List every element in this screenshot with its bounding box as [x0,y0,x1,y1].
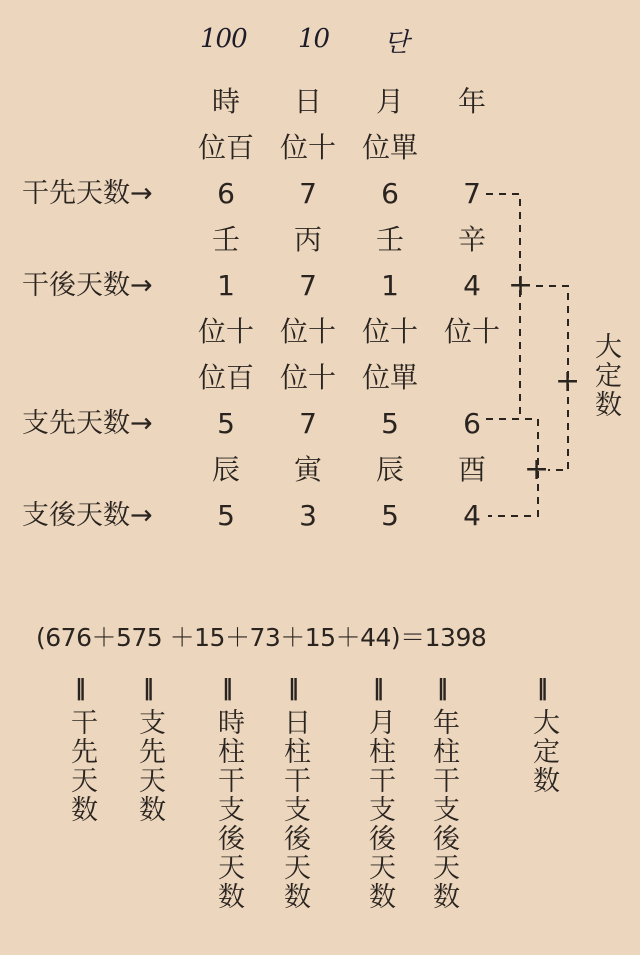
row-label-zhi-xian: 支先天数→ [22,408,153,439]
place-label: 位十 [197,315,254,348]
column-label-text: 時柱干支後天数 [213,708,244,911]
gan-xian-value: 6 [381,177,399,210]
plus-sign: + [555,364,581,399]
pillar-month: 月 [375,85,404,118]
row-label-gan-hou: 干後天数→ [22,270,153,301]
column-label [66,672,98,824]
gan-xian-value: 7 [463,177,481,210]
pillar-hour: 時 [211,85,240,118]
row-label-gan-xian: 干先天数→ [22,178,153,209]
equals-mark: ‖ [437,676,451,701]
handwritten-note-10: 10 [298,24,330,54]
zhi-xian-value: 5 [381,407,399,440]
bracket-gan-xian [486,194,520,417]
pillar-year: 年 [457,85,486,118]
column-label-text: 年柱干支後天数 [428,708,459,911]
stem-char: 壬 [375,223,404,256]
row-label-zhi-hou: 支後天数→ [22,500,153,531]
branch-char: 辰 [375,453,404,486]
equals-mark: ‖ [143,676,157,701]
stem-char: 丙 [293,223,322,256]
column-label-text: 干先天数 [66,708,97,824]
branch-char: 辰 [211,453,240,486]
zhi-xian-value: 7 [299,407,317,440]
zhi-hou-value: 3 [299,499,317,532]
column-label [279,672,311,911]
gan-xian-value: 7 [299,177,317,210]
place-label: 位百 [197,361,254,394]
place-label: 位百 [197,131,254,164]
gan-hou-value: 1 [217,269,235,302]
pillar-day: 日 [293,85,322,118]
stem-char: 辛 [457,223,486,256]
place-label: 位單 [361,361,418,394]
bracket-outer [536,286,568,470]
column-label [134,672,166,824]
gan-hou-value: 4 [463,269,481,302]
column-label-text: 日柱干支後天数 [279,708,310,911]
column-label-text: 支先天数 [134,708,165,824]
column-label [213,672,245,911]
place-label: 位十 [361,315,418,348]
column-label-text: 大定数 [528,708,559,795]
zhi-xian-value: 5 [217,407,235,440]
handwritten-note-dan: 단 [384,28,409,58]
zhi-xian-value: 6 [463,407,481,440]
column-label-text: 月柱干支後天数 [364,708,395,911]
plus-sign: + [524,452,550,487]
zhi-hou-value: 5 [381,499,399,532]
equals-mark: ‖ [288,676,302,701]
place-label: 位十 [279,361,336,394]
equals-mark: ‖ [537,676,551,701]
place-label: 位單 [361,131,418,164]
equals-mark: ‖ [75,676,89,701]
stem-char: 壬 [211,223,240,256]
gan-hou-value: 7 [299,269,317,302]
column-label [364,672,396,911]
handwritten-note-100: 100 [200,24,247,54]
total-label: 大定数 [590,332,621,419]
place-label: 位十 [443,315,500,348]
zhi-hou-value: 4 [463,499,481,532]
gan-hou-value: 1 [381,269,399,302]
equals-mark: ‖ [222,676,236,701]
column-label [528,672,560,795]
place-label: 位十 [279,315,336,348]
branch-char: 寅 [293,453,322,486]
plus-sign: + [508,268,534,303]
gan-xian-value: 6 [217,177,235,210]
place-label: 位十 [279,131,336,164]
equation-sum: (676＋575 ＋15＋73＋15＋44)＝1398 [36,623,487,652]
branch-char: 酉 [457,453,486,486]
zhi-hou-value: 5 [217,499,235,532]
equals-mark: ‖ [373,676,387,701]
bracket-zhi [486,419,538,516]
column-label [428,672,460,911]
